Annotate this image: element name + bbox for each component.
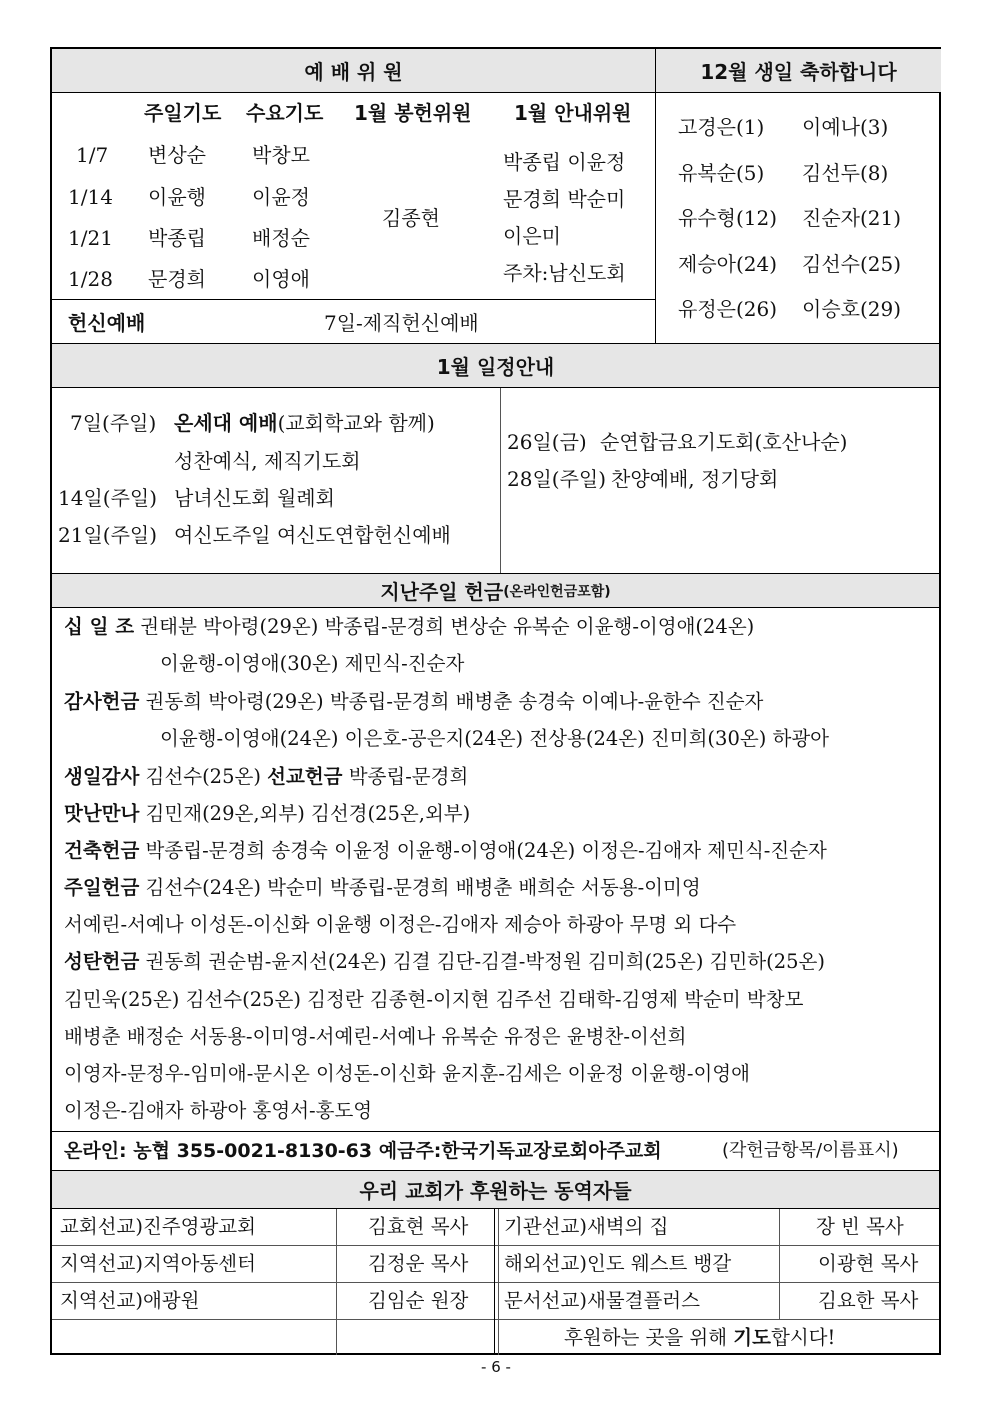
divider bbox=[52, 1282, 939, 1283]
guide-line: 박종립 이윤정 bbox=[503, 150, 626, 174]
sunday-prayer-name: 박종립 bbox=[148, 226, 206, 250]
offering-header bbox=[52, 574, 939, 608]
online-note: (각헌금항목/이름표시) bbox=[722, 1140, 899, 1161]
support-org: 지역선교)지역아동센터 bbox=[60, 1252, 256, 1275]
support-closing: 후원하는 곳을 위해 기도합시다! bbox=[564, 1326, 836, 1349]
offering-line: 이윤행-이영애(24온) 이은호-공은지(24온) 전상용(24온) 진미희(30온) 하광아 bbox=[160, 727, 830, 750]
birthday-name: 제승아(24) bbox=[678, 252, 778, 276]
schedule-date: 14일(주일) bbox=[58, 486, 158, 510]
divider bbox=[494, 1209, 495, 1355]
divider bbox=[52, 299, 655, 300]
offering-line: 건축헌금 박종립-문경희 송경숙 이윤정 이윤행-이영애(24온) 이정은-김애자 제민식-진순자 bbox=[64, 839, 827, 862]
row-date: 1/7 bbox=[76, 143, 109, 167]
offering-header-title: 지난주일 헌금 bbox=[380, 580, 504, 604]
birthday-name: 유복순(5) bbox=[678, 161, 765, 185]
support-pastor: 이광현 목사 bbox=[818, 1252, 919, 1275]
divider bbox=[500, 388, 501, 573]
online-account: 온라인: 농협 355-0021-8130-63 예금주:한국기독교장로회아주교회 bbox=[64, 1140, 662, 1162]
wed-prayer-name: 이윤정 bbox=[252, 185, 310, 209]
col-offering-committee: 1월 봉헌위원 bbox=[354, 101, 472, 125]
birthday-header: 12월 생일 축하합니다 bbox=[656, 49, 941, 93]
divider bbox=[779, 1209, 780, 1319]
schedule-date: 7일(주일) bbox=[70, 411, 157, 435]
schedule-text: 남녀신도회 월례회 bbox=[174, 486, 335, 510]
schedule-date: 21일(주일) bbox=[58, 523, 158, 547]
schedule-text: (교회학교와 함께) bbox=[277, 411, 435, 435]
support-header: 우리 교회가 후원하는 동역자들 bbox=[52, 1171, 939, 1209]
support-org: 해외선교)인도 웨스트 뱅갈 bbox=[504, 1252, 732, 1275]
birthday-name: 고경은(1) bbox=[678, 115, 765, 139]
offering-line: 김민욱(25온) 김선수(25온) 김정란 김종현-이지현 김주선 김태학-김영제 박순미 박창모 bbox=[64, 988, 804, 1011]
birthday-name: 진순자(21) bbox=[802, 206, 902, 230]
col-sunday-prayer: 주일기도 bbox=[144, 101, 222, 125]
dedication-value: 7일-제직헌신예배 bbox=[324, 311, 479, 335]
wed-prayer-name: 이영애 bbox=[252, 267, 310, 291]
schedule-highlight: 온세대 예배 bbox=[174, 411, 278, 435]
support-org: 지역선교)애광원 bbox=[60, 1289, 200, 1312]
offering-line: 십 일 조 권태분 박아령(29온) 박종립-문경희 변상순 유복순 이윤행-이영애(24온) bbox=[64, 615, 755, 638]
schedule-text: 순연합금요기도회(호산나순) bbox=[600, 430, 848, 454]
offering-line: 생일감사 김선수(25온) 선교헌금 박종립-문경희 bbox=[64, 765, 469, 788]
birthday-name: 김선두(8) bbox=[802, 161, 889, 185]
birthday-name: 유수형(12) bbox=[678, 206, 778, 230]
birthday-name: 김선수(25) bbox=[802, 252, 902, 276]
offering-line: 이정은-김애자 하광아 홍영서-홍도영 bbox=[64, 1099, 373, 1122]
divider bbox=[52, 1245, 939, 1246]
support-pastor: 김임순 원장 bbox=[368, 1289, 469, 1312]
wed-prayer-name: 박창모 bbox=[252, 143, 310, 167]
divider bbox=[52, 1131, 939, 1132]
offering-line: 배병춘 배정순 서동용-이미영-서예린-서예나 유복순 유정은 윤병찬-이선희 bbox=[64, 1025, 687, 1048]
col-guide-committee: 1월 안내위원 bbox=[514, 101, 632, 125]
support-org: 기관선교)새벽의 집 bbox=[504, 1215, 669, 1238]
sunday-prayer-name: 문경희 bbox=[148, 267, 206, 291]
guide-line: 이은미 bbox=[503, 224, 561, 248]
schedule-header: 1월 일정안내 bbox=[52, 344, 939, 388]
wed-prayer-name: 배정순 bbox=[252, 226, 310, 250]
birthday-name: 이승호(29) bbox=[802, 297, 902, 321]
offering-header-sub: (온라인헌금포함) bbox=[503, 583, 611, 600]
offering-line: 주일헌금 김선수(24온) 박순미 박종립-문경희 배병춘 배희순 서동용-이미영 bbox=[64, 876, 701, 899]
schedule-date: 28일(주일) bbox=[507, 467, 607, 491]
support-pastor: 김효현 목사 bbox=[368, 1215, 469, 1238]
bulletin-page bbox=[50, 47, 941, 1355]
row-date: 1/14 bbox=[68, 185, 113, 209]
offering-member: 김종현 bbox=[382, 206, 440, 230]
support-pastor: 김요한 목사 bbox=[818, 1289, 919, 1312]
page-number: - 6 - bbox=[481, 1358, 511, 1376]
divider bbox=[655, 49, 656, 344]
birthday-name: 이예나(3) bbox=[802, 115, 889, 139]
schedule-text: 여신도주일 여신도연합헌신예배 bbox=[174, 523, 451, 547]
sunday-prayer-name: 변상순 bbox=[148, 143, 206, 167]
row-date: 1/21 bbox=[68, 226, 113, 250]
support-pastor: 김정운 목사 bbox=[368, 1252, 469, 1275]
offering-line: 이윤행-이영애(30온) 제민식-진순자 bbox=[160, 652, 465, 675]
birthday-name: 유정은(26) bbox=[678, 297, 778, 321]
divider bbox=[52, 1319, 939, 1320]
schedule-date: 26일(금) bbox=[507, 430, 587, 454]
col-wed-prayer: 수요기도 bbox=[246, 101, 324, 125]
divider bbox=[498, 1209, 499, 1355]
sunday-prayer-name: 이윤행 bbox=[148, 185, 206, 209]
offering-line: 맛난만나 김민재(29온,외부) 김선경(25온,외부) bbox=[64, 802, 471, 825]
offering-line: 이영자-문정우-임미애-문시온 이성돈-이신화 윤지훈-김세은 이윤정 이윤행-이영애 bbox=[64, 1062, 750, 1085]
offering-line: 성탄헌금 권동희 권순범-윤지선(24온) 김결 김단-김결-박정원 김미희(25온) 김민하(25온) bbox=[64, 950, 826, 973]
schedule-text: 성찬예식, 제직기도회 bbox=[174, 449, 361, 473]
row-date: 1/28 bbox=[68, 267, 113, 291]
support-org: 문서선교)새물결플러스 bbox=[504, 1289, 700, 1312]
support-org: 교회선교)진주영광교회 bbox=[60, 1215, 256, 1238]
offering-line: 감사헌금 권동희 박아령(29온) 박종립-문경희 배병춘 송경숙 이예나-윤한수 진순자 bbox=[64, 690, 764, 713]
worship-header: 예 배 위 원 bbox=[52, 49, 655, 93]
guide-line: 주차:남신도회 bbox=[503, 261, 626, 285]
dedication-label: 헌신예배 bbox=[68, 311, 146, 335]
schedule-text: 찬양예배, 정기당회 bbox=[611, 467, 779, 491]
guide-line: 문경희 박순미 bbox=[503, 187, 626, 211]
support-pastor: 장 빈 목사 bbox=[816, 1215, 904, 1238]
offering-line: 서예린-서예나 이성돈-이신화 이윤행 이정은-김애자 제승아 하광아 무명 외 다수 bbox=[64, 913, 737, 936]
divider bbox=[336, 1209, 337, 1355]
